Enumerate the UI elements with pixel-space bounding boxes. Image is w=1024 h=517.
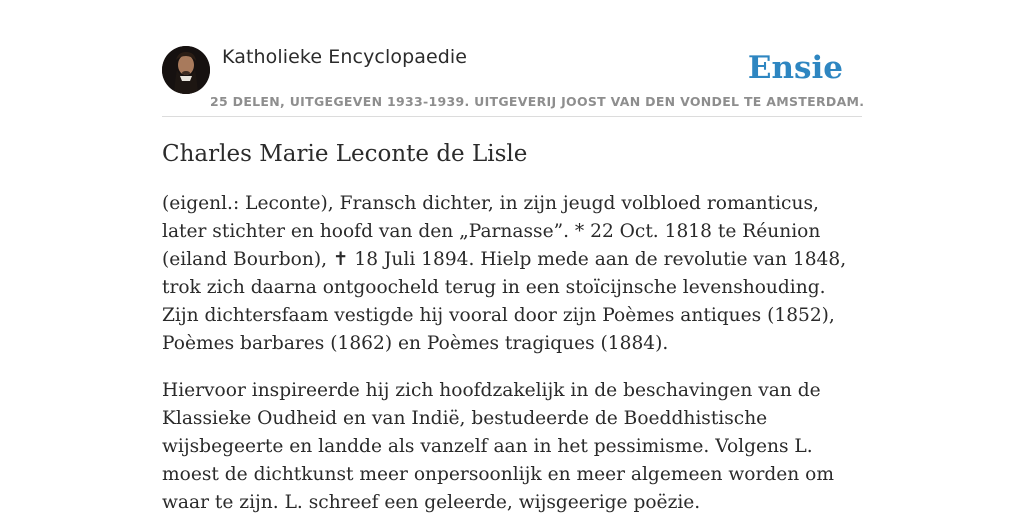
avatar[interactable] bbox=[162, 46, 210, 94]
article-paragraph: Hiervoor inspireerde hij zich hoofdzakelijk in de beschavingen van de Klassieke Oudheid en van Indië, bestudeerde de Boeddhistische wijsbegeerte en landde als vanzelf aan in het pessimisme. Volgens L. moest de dichtkunst meer onpersoonlijk en meer algemeen worden om waar te zijn. L. schreef een geleerde, wijsgeerige poëzie. bbox=[162, 380, 834, 513]
site-title[interactable]: Katholieke Encyclopaedie bbox=[222, 46, 468, 68]
site-header bbox=[162, 44, 865, 117]
article-title: Charles Marie Leconte de Lisle bbox=[162, 141, 528, 167]
article bbox=[162, 138, 864, 517]
ensie-logo[interactable]: Ensie bbox=[747, 50, 843, 86]
portrait-icon bbox=[162, 46, 210, 94]
site-subtitle: 25 DELEN, UITGEGEVEN 1933-1939. UITGEVERIJ JOOST VAN DEN VONDEL TE AMSTERDAM. bbox=[210, 94, 865, 109]
article-paragraph: (eigenl.: Leconte), Fransch dichter, in zijn jeugd volbloed romanticus, later stichter en hoofd van den „Parnasse”. * 22 Oct. 1818 te Réunion (eiland Bourbon), ✝ 18 Juli 1894. Hielp mede aan de revolutie van 1848, trok zich daarna ontgoocheld terug in een stoïcijnsche levenshouding. Zijn dichtersfaam vestigde hij vooral door zijn Poèmes antiques (1852), Poèmes barbares (1862) en Poèmes tragiques (1884). bbox=[162, 193, 847, 354]
